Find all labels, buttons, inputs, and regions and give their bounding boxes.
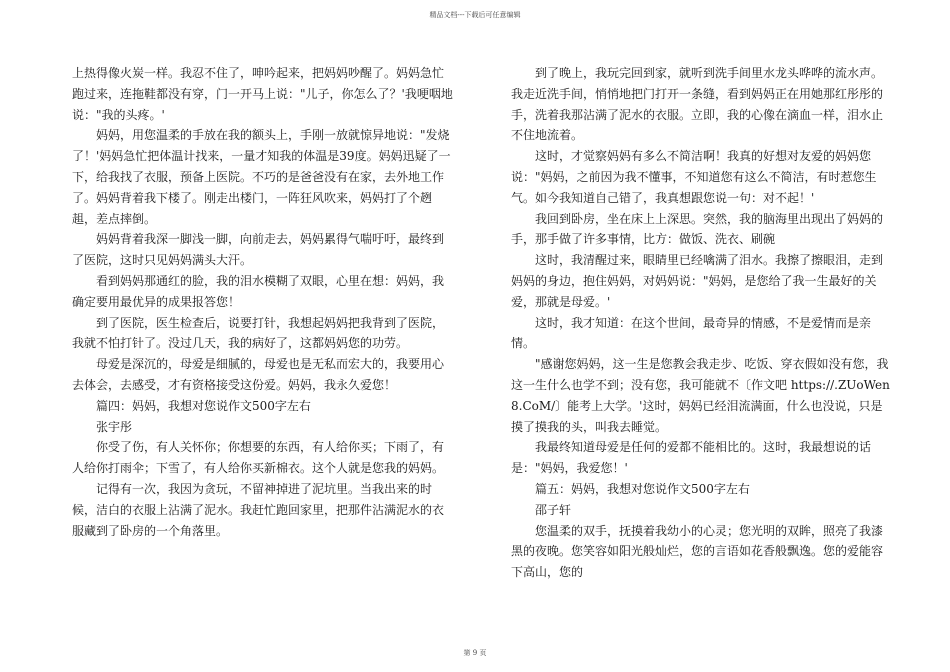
paragraph: 你受了伤，有人关怀你；你想要的东西，有人给你买；下雨了，有人给你打雨伞；下雪了，有人给你买新棉衣。这个人就是您我的妈妈。: [72, 440, 445, 476]
author-name: 邵子轩: [535, 502, 572, 517]
right-column: [511, 63, 893, 583]
page-number: 第 9 页: [463, 649, 487, 657]
section-heading: 篇五：妈妈，我想对您说作文500字左右: [535, 481, 750, 496]
paragraph: 到了医院，医生检查后，说要打针，我想起妈妈把我背到了医院，我就不怕打针了。没过几天，我的病好了，这都妈妈您的功劳。: [72, 315, 445, 351]
page-header: 精品文档---下载后可任意编辑: [429, 11, 521, 19]
paragraph: "感谢您妈妈，这一生是您教会我走步、吃饭、穿衣假如没有您，我这一生什么也学不到；没有您，我可能就不〔作文吧 https://.ZUoWen8.CoM/〕能考上大学。'这时，妈妈已经泪流满面，什么也没说，只是摸了摸我的头，叫我去睡觉。: [511, 357, 890, 434]
paragraph: 妈妈背着我深一脚浅一脚，向前走去，妈妈累得气喘吁吁，最终到了医院，这时只见妈妈满头大汗。: [72, 232, 445, 268]
left-column: [72, 63, 454, 541]
paragraph: 母爱是深沉的，母爱是细腻的，母爱也是无私而宏大的，我要用心去体会，去感受，才有资格接受这份爱。妈妈，我永久爱您！: [72, 357, 445, 392]
paragraph: 到了晚上，我玩完回到家，就听到洗手间里水龙头哗哗的流水声。我走近洗手间，悄悄地把门打开一条缝，看到妈妈正在用她那红彤彤的手，洗着我那沾满了泥水的衣服。立即，我的心像在滴血一样，泪水止不住地流着。: [511, 66, 884, 143]
section-heading: 篇四：妈妈，我想对您说作文500字左右: [96, 398, 311, 413]
paragraph: 您温柔的双手，抚摸着我幼小的心灵；您光明的双眸，照亮了我漆黑的夜晚。您笑容如阳光般灿烂，您的言语如花香般飘逸。您的爱能容下高山，您的: [511, 523, 884, 580]
paragraph: 我回到卧房，坐在床上上深思。突然，我的脑海里出现出了妈妈的手，那手做了许多事情，比方：做饭、洗衣、刷碗: [511, 211, 884, 247]
paragraph: 这时，才觉察妈妈有多么不简洁啊！我真的好想对友爱的妈妈您说："妈妈，之前因为我不懂事，不知道您有这么不简洁，有时惹您生气。如今我知道自己错了，我真想跟您说一句：对不起！': [511, 149, 877, 205]
paragraph: 记得有一次，我因为贪玩，不留神掉进了泥坑里。当我出来的时候，洁白的衣服上沾满了泥水。我赶忙跑回家里，把那件沾满泥水的衣服藏到了卧房的一个角落里。: [72, 481, 445, 538]
paragraph: 妈妈，用您温柔的手放在我的额头上，手刚一放就惊异地说："发烧了！'妈妈急忙把体温计找来，一量才知我的体温是39度。妈妈迅疑了一下，给我找了衣服，预备上医院。不巧的是爸爸没有在家，去外地工作了。妈妈背着我下楼了。刚走出楼门，一阵狂风吹来，妈妈打了个趔趄，差点摔倒。: [72, 128, 451, 226]
paragraph: 上热得像火炭一样。我忍不住了，呻吟起来，把妈妈吵醒了。妈妈急忙跑过来，连拖鞋都没有穿，门一开马上说："儿子，你怎么了？'我哽咽地说："我的头疼。': [72, 66, 453, 122]
paragraph: 这时，我才知道：在这个世间，最奇异的情感，不是爱情而是亲情。: [511, 315, 872, 351]
paragraph: 我最终知道母爱是任何的爱都不能相比的。这时，我最想说的话是："妈妈，我爱您！': [511, 440, 872, 476]
paragraph: 看到妈妈那通红的脸，我的泪水模糊了双眼，心里在想：妈妈，我确定要用最优异的成果报答您！: [72, 273, 445, 309]
author-name: 张宇彤: [96, 419, 133, 434]
paragraph: 这时，我清醒过来，眼睛里已经噙满了泪水。我擦了擦眼泪，走到妈妈的身边，抱住妈妈，对妈妈说："妈妈，是您给了我一生最好的关爱，那就是母爱。': [511, 253, 884, 309]
